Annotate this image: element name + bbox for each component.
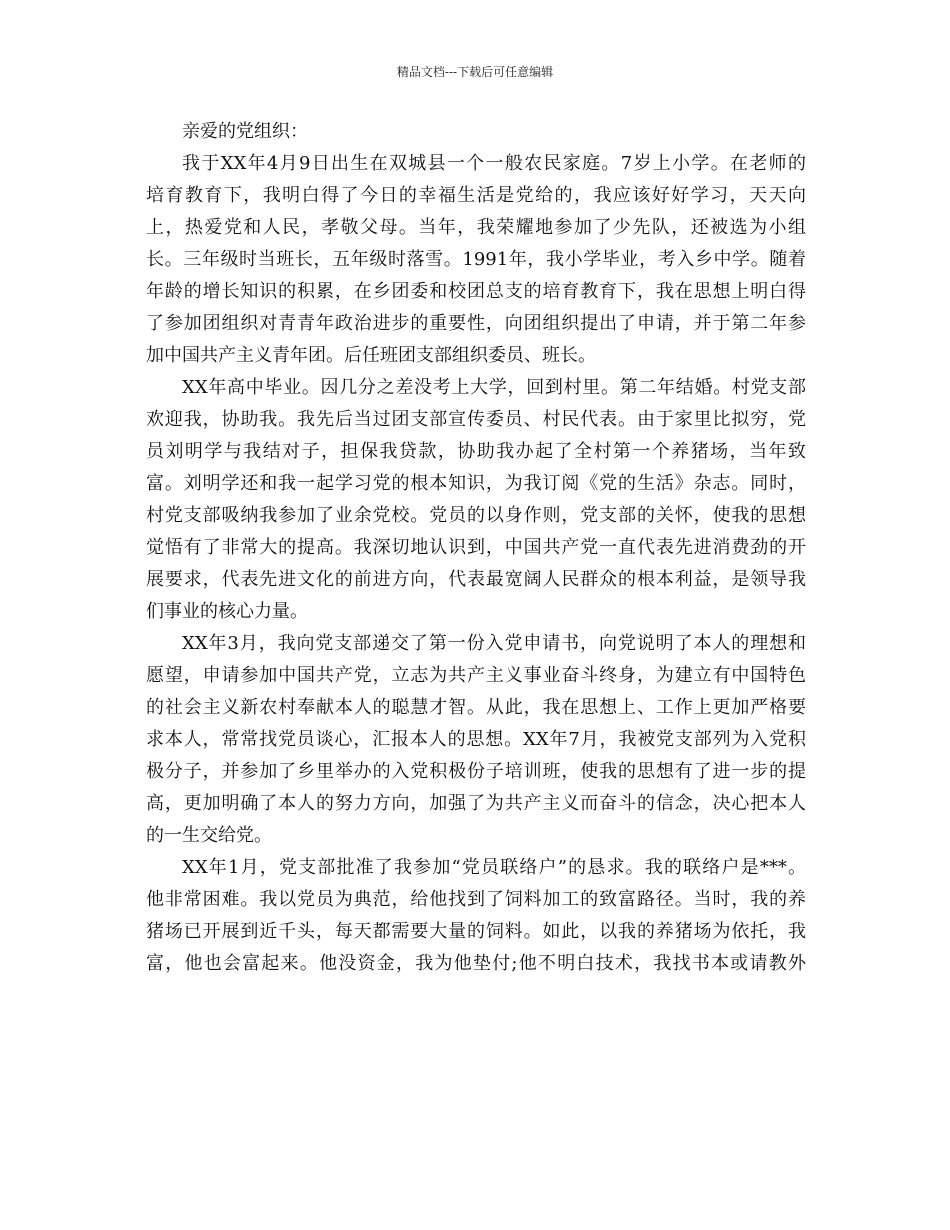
paragraph-after-school (146, 372, 806, 628)
text-line: 上，热爱党和人民，孝敬父母。当年，我荣耀地参加了少先队，还被选为小组 (146, 217, 806, 238)
text-line: 村党支部吸纳我参加了业余党校。党员的以身作则，党支部的关怀，使我的思想 (146, 505, 806, 526)
letter-body (146, 116, 806, 980)
text-line: 富。刘明学还和我一起学习党的根本知识，为我订阅《党的生活》杂志。同时， (146, 473, 806, 494)
text-line: 培育教育下，我明白得了今日的幸福生活是党给的，我应该好好学习，天天向 (146, 185, 806, 206)
text-line: 员刘明学与我结对子，担保我贷款，协助我办起了全村第一个养猪场，当年致 (146, 441, 806, 462)
text-line: 加中国共产主义青年团。后任班团支部组织委员、班长。 (146, 345, 596, 366)
text-line: 他非常困难。我以党员为典范，给他找到了饲料加工的致富路径。当时，我的养 (146, 889, 806, 910)
text-line: 富，他也会富起来。他没资金，我为他垫付;他不明白技术，我找书本或请教外 (146, 953, 806, 974)
text-line: 的一生交给党。 (146, 825, 272, 846)
text-line: 的社会主义新农村奉献本人的聪慧才智。从此，我在思想上、工作上更加严格要 (146, 697, 806, 718)
page-header: 精品文档---下载后可任意编辑 (396, 65, 554, 79)
text-line: XX年1月，党支部批准了我参加“党员联络户”的恳求。我的联络户是***。 (182, 857, 806, 878)
text-line: XX年高中毕业。因几分之差没考上大学，回到村里。第二年结婚。村党支部 (182, 377, 806, 398)
text-line: 极分子，并参加了乡里举办的入党积极份子培训班，使我的思想有了进一步的提 (146, 761, 806, 782)
paragraph-childhood (146, 148, 806, 372)
text-line: 展要求，代表先进文化的前进方向，代表最宽阔人民群众的根本利益，是领导我 (146, 569, 806, 590)
text-line: 年龄的增长知识的积累，在乡团委和校团总支的培育教育下，我在思想上明白得 (146, 281, 806, 302)
text-line: 了参加团组织对青青年政治进步的重要性，向团组织提出了申请，并于第二年参 (146, 313, 806, 334)
text-line: 欢迎我，协助我。我先后当过团支部宣传委员、村民代表。由于家里比拟穷，党 (146, 409, 806, 430)
salutation: 亲爱的党组织： (182, 121, 308, 142)
text-line: 们事业的核心力量。 (146, 601, 308, 622)
paragraph-application (146, 628, 806, 852)
text-line: 猪场已开展到近千头，每天都需要大量的饲料。如此，以我的养猪场为依托，我 (146, 921, 806, 942)
paragraph-liaison (146, 852, 806, 980)
text-line: 求本人，常常找党员谈心，汇报本人的思想。XX年7月，我被党支部列为入党积 (146, 729, 806, 750)
text-line: 我于XX年4月9日出生在双城县一个一般农民家庭。7岁上小学。在老师的 (182, 153, 806, 174)
text-line: XX年3月，我向党支部递交了第一份入党申请书，向党说明了本人的理想和 (182, 633, 806, 654)
text-line: 长。三年级时当班长，五年级时落雪。1991年，我小学毕业，考入乡中学。随着 (146, 249, 806, 270)
text-line: 觉悟有了非常大的提高。我深切地认识到，中国共产党一直代表先进消费劲的开 (146, 537, 806, 558)
text-line: 高，更加明确了本人的努力方向，加强了为共产主义而奋斗的信念，决心把本人 (146, 793, 806, 814)
text-line: 愿望，申请参加中国共产党，立志为共产主义事业奋斗终身，为建立有中国特色 (146, 665, 806, 686)
